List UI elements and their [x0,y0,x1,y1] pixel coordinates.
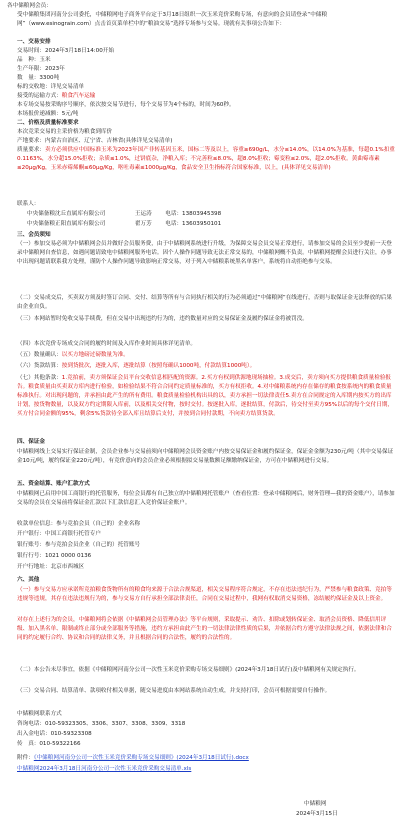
quality-label: 质量要求： [17,147,45,153]
notice-5 [17,351,129,360]
notice-4: （四）本次竞价专场成交合同的履约时间及入库作业时间具体详见清单。 [17,341,197,347]
contact-row [27,210,221,219]
trade-date: 交易时间：2024年3月18日14:00开始 [17,48,114,54]
contact-title: 中储粮网联系方式 [17,711,62,717]
contact-phone: 电话：13603950101 [165,221,222,227]
notice-7 [17,374,397,419]
notice-5-text: 以买方地磅过磅数量为准。 [61,352,129,358]
transport-label: 接受的运输方式： [17,93,62,99]
payee-hint: 收款单位信息：参与竞拍会员（自己的）企业名称 [17,521,141,527]
contact-label: 联系人： [17,201,40,207]
section-other-title: 六、其他 [17,577,40,583]
quality-text: 卖方必须供应中国标准玉米为2023年国产非转基因玉米，国标二等及以上，容重≥690g/L，水分≤14.0%，以14.0%为基准，每超0.1%扣重0.1163%，水分超15.0%拒收；杂质≤1.0%，过饼底杂，净粮入库；不完善粒≤8.0%，超8.0%拒收；霉变粒≤2.0%，超2.0%拒收。黄曲霉毒素≤20μg/Kg，玉米赤霉烯酮≤60μg/Kg，呕吐毒素≤1000μg/Kg，食品安全卫生指标符合国家标准，以上，(具体详见交易清单) [17,147,395,171]
contact-person: 翟万芳 [134,221,152,227]
bid-decrement: 本场报价递减额：5元/吨 [17,111,79,117]
quantity: 数 量：3300吨 [17,75,60,81]
notice-7-label: （七）其他条款： [17,375,62,381]
fax: 传 真：010-59322166 [17,741,81,747]
attachment-label: 附件： [17,755,34,761]
contact-company: 中央储备粮正阳直属库有限公司 [27,221,106,227]
trade-rule: 本专场交易按采购序号顺序，依次按交易节进行，每个交易节为4个标的，时间为60秒。 [17,102,235,108]
margin-text: 中储粮网线上交易实行保证金制，会员企业参与交易前须向中储粮网会员资金账户内按交易保证金和履约保证金，保证金金额为230元/吨（其中交易保证金10元/吨，履约保证金220元/吨），有竞价意向的会员企业必须根据拟交易量数额足额缴纳保证金，方可在中储粮网进行交易。 [17,449,394,464]
section-notice-title: 三、会员须知 [17,232,51,238]
attachment-link-rules[interactable]: 《中储粮网河南分公司一次性玉米竞价采购专场交易细则》(2024年3月18日试行).docx [33,755,249,761]
sign-date: 2024年3月15日 [296,811,338,817]
notice-7-text: 1.竞拍前，卖方须保证会员平台交收信息相匹配的资源。2.买方有权到供源地现场抽检。3.成交后，卖方须向买方提供粮食质量检验报告。粮食质量由买卖双方库内进行检验，如检验结果不符合合同约定质量标准的，买方有权拒收。4.对中储粮系统内存在储存的粮食按系统内的粮食质量标准执行。对出现问题的，并承担由此产生的所有费用。粮食质量检验机构出具的以，卖方承担一切法律责任5.卖方在合同规定的入库期内按买方的出库计划，按货物数量，以及双方约定期限入库前，以及相关交付物，按时交付。按逐批入库，逐批结算，付款后，待交付至卖方95%以后的每个交付日期，买方付合同金额的95%，剩余5%货款待全部入库且结算后支付，并按到合同付款期，不向卖方结算货款。 [17,375,394,417]
notice-3: （三）本网站暂时免收交易手续费，但在交易中出现违约行为的，违约数量对应的交易保证金及履约保证金将被罚没。 [17,316,308,322]
other-3: （二）本公告未尽事宜，依据《中储粮网河南分公司一次性玉米竞价采购专场交易细则》(2024年3月18日试行)及中储粮网有关规定执行。 [17,667,360,673]
account-intro: 中储粮网已启用中国工商银行的托管服务，每位会员都有自己独立的中储粮网托管账户（查看位置：登录中储粮网后，财务管理—我的资金账户），请参加交易的会员在交易前将保证金汇款以下汇款信息汇入竞价保证金账户。 [17,491,395,506]
bank-number: 银行行号：1021 0000 0136 [17,553,92,559]
contact-phone: 电话：13803945398 [165,211,222,217]
other-2: 对存在上述行为的会员，中储粮网将会依据《中储粮网会员管理办法》等平台规则，采取提示、劝告、扣除或划转保证金、取消会员资格、降低信用评级、加入黑名单、限制或终止部分或全部服务等措施，违约方承担由此产生的一切法律法律性质的后果，并依据合约方遵守法律法规之间，依据法律和合同的约定履行合约、协议和合同的法律义务，并且根据合同的合法性，履约的合法性的。 [17,617,392,641]
transport-mode [17,92,95,101]
section-price-title: 二、价格及质量标准要求 [17,120,79,126]
other-4: （三）交易合同、结算清单、款项收付相关单据，随交易进度由本网站系统自动生成，并支持打印，会员可根据需要自行操作。 [17,688,331,694]
attachment-1 [17,754,249,763]
production-year: 生产年限：2023年 [17,66,65,72]
price-intro: 本次竞采交易的主采价格为粮食到库价 [17,129,113,135]
bank-address: 开户行地址：北京市西城区 [17,564,85,570]
notice-5-label: （五）数量确认： [17,352,62,358]
section-margin-title: 四、保证金 [17,439,45,445]
delivery-location: 标的交收地：详见交易清单 [17,84,85,90]
notice-6-label: （六）货款结算： [17,363,62,369]
variety: 品 种：玉米 [17,57,51,63]
origin-requirement: 产地要求：内蒙古自治区、辽宁省、吉林省(具体详见交易清单) [17,138,173,144]
section-settlement-title: 五、资金结算、账户汇款方式 [17,481,90,487]
bank-account: 银行账号：参与竞拍会员企业（自己的）托管账号 [17,542,141,548]
bank-name: 开户银行：中国工商银行托管专户 [17,531,101,537]
contact-person: 王运涛 [134,211,152,217]
intro-paragraph: 受中储粮集团河南分公司委托，中储粮网电子商务平台定于3月18日组织一次玉米竞价采购专场，有意向的会员请登录“中储粮网”（www.esinograin.com）点击首页菜单栏中的“粮油交易”选择专场参与交易。现就有关事项公告如下： [17,12,328,27]
other-1: （一）参与交易方应承诺所竞拍粮食货物所有的粮食均来源于合法合规渠道，相关交易程序符合规定，不存在违法违纪行为，严禁参与粮食政策、竞拍等违规等违规，其存在违法违规行为的，参与交易方自行承担全部法律责任，合同在交易过程中，我网有权取消交易资格，冻结履约保证金及以上资金。 [17,587,392,602]
notice-1: （一）参加交易必须为中储粮网会员并做好会员服务费，由于中储粮网系统进行升级，为保障交易会员交易正常进行，请参加交易的会员至少提前一天登录中储粮网自查信息，如遇问题请致电中储粮网服务电话。因个人操作问题导致无法正常交易的，中储粮网概不负责。中储粮网提醒会员进行关注，办事中出现问题请联系我方处理，谨防个人操作问题导致影响正常交易，对于列入中储粮系统黑名单客户，系统将自动拒绝参与交易。 [17,241,392,265]
consult-phone: 咨询电话：010-59323305、3306、3307、3308、3309、3318 [17,721,186,727]
transport-value: 粮食汽车运输 [61,93,96,99]
signer: 中储粮网 [304,801,327,807]
notice-2: （二）交易成交后，买卖双方须及时签订合同、交付、结算等所有与合同执行相关的行为必须通过“中储粮网”在线进行，否则与取保证金无法释放的后果由企业自负。 [17,295,392,310]
attachment-link-list[interactable]: 中储粮网2024年3月18日河南分公司一次性玉米竞价采购交易清单.xls [17,766,192,772]
contact-row [27,220,221,229]
fund-phone: 出入金电话：010-59323308 [17,731,92,737]
contact-company: 中央储备粮沈丘直属库有限公司 [27,211,106,217]
section-trade-title: 一、交易安排 [17,39,51,45]
quality-requirement [17,146,397,173]
notice-6 [17,362,255,371]
attachment-2 [17,765,191,774]
greeting: 各中储粮网会员： [7,3,52,9]
notice-6-text: 按到货批次，逐批入库，逐批结算（按照每确认1000吨，付款结算1000吨）。 [61,363,256,369]
